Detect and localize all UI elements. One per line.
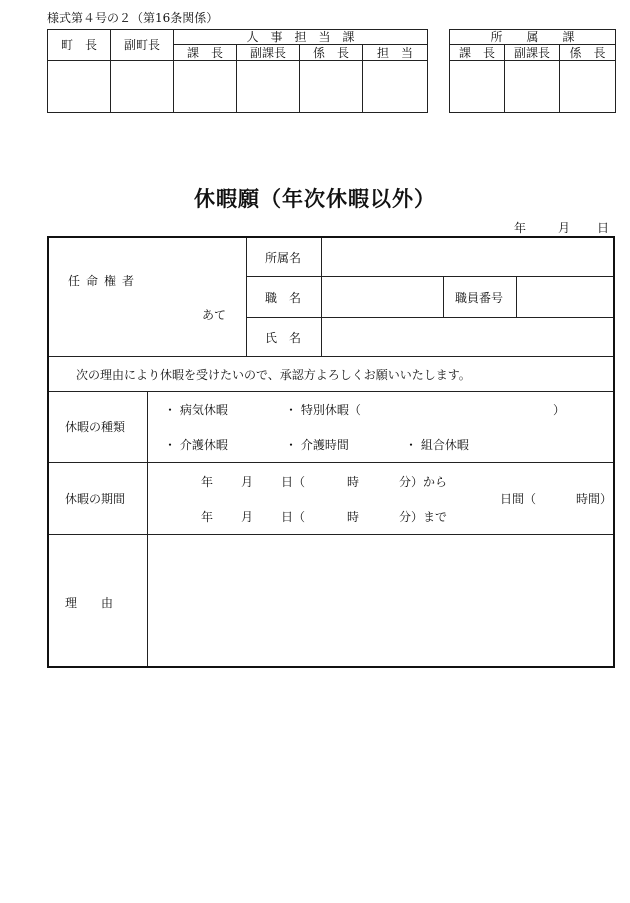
stamp-box[interactable] (560, 61, 616, 113)
appointing-authority-label: 任命権者 (68, 274, 141, 288)
care-time-option[interactable]: ・ 介護時間 (285, 438, 349, 452)
leave-period-label: 休暇の期間 (65, 492, 126, 506)
stamp-col-label: 係 長 (300, 45, 363, 61)
care-leave-option[interactable]: ・ 介護休暇 (164, 438, 228, 452)
stamp-box[interactable] (111, 61, 174, 113)
days-label: 日間（ (500, 492, 537, 506)
reason-field[interactable] (149, 536, 611, 664)
date-year-label: 年 (514, 221, 527, 235)
stamp-col-label: 副課長 (505, 45, 560, 61)
page-title: 休暇願（年次休暇以外） (194, 186, 436, 211)
stamp-box[interactable] (363, 61, 428, 113)
approval-stamp-table-left (47, 29, 428, 113)
affiliation-label: 所属名 (265, 251, 302, 265)
stamp-box[interactable] (300, 61, 363, 113)
stamp-col-label: 課 長 (174, 45, 237, 61)
request-statement: 次の理由により休暇を受けたいので、承認方よろしくお願いいたします。 (76, 368, 471, 382)
reason-label: 理 由 (65, 596, 114, 610)
name-label: 氏 名 (265, 331, 302, 345)
form-number: 様式第４号の２（第16条関係） (47, 11, 219, 25)
stamp-box[interactable] (48, 61, 111, 113)
stamp-col-label: 担 当 (363, 45, 428, 61)
stamp-col-label: 係 長 (560, 45, 616, 61)
special-leave-close-paren: ） (553, 403, 566, 417)
department-label: 所 属 課 (450, 30, 616, 45)
to-minute-label: 分）まで (399, 510, 448, 524)
to-year-label: 年 (201, 510, 214, 524)
from-minute-label: 分）から (399, 475, 448, 489)
position-field[interactable] (323, 278, 441, 316)
date-month-label: 月 (558, 221, 571, 235)
deputy-mayor-label: 副町長 (111, 30, 174, 61)
affiliation-field[interactable] (323, 239, 611, 275)
addressee-suffix: あて (202, 308, 227, 322)
employee-number-label: 職員番号 (455, 291, 504, 305)
to-day-label: 日（ (281, 510, 306, 524)
stamp-col-label: 課 長 (450, 45, 505, 61)
sick-leave-option[interactable]: ・ 病気休暇 (164, 403, 228, 417)
leave-type-label: 休暇の種類 (65, 420, 126, 434)
stamp-box[interactable] (505, 61, 560, 113)
employee-number-field[interactable] (518, 278, 611, 316)
stamp-col-label: 副課長 (237, 45, 300, 61)
stamp-box[interactable] (174, 61, 237, 113)
approval-stamp-table-right (449, 29, 616, 113)
date-day-label: 日 (597, 221, 610, 235)
leave-request-form (47, 236, 615, 668)
from-day-label: 日（ (281, 475, 306, 489)
from-year-label: 年 (201, 475, 214, 489)
mayor-label: 町 長 (48, 30, 111, 61)
to-month-label: 月 (241, 510, 254, 524)
to-hour-label: 時 (347, 510, 360, 524)
personnel-section-label: 人 事 担 当 課 (174, 30, 428, 45)
from-hour-label: 時 (347, 475, 360, 489)
union-leave-option[interactable]: ・ 組合休暇 (405, 438, 469, 452)
from-month-label: 月 (241, 475, 254, 489)
hours-label: 時間） (576, 492, 613, 506)
special-leave-option[interactable]: ・ 特別休暇（ (285, 403, 361, 417)
name-field[interactable] (323, 319, 611, 355)
position-label: 職 名 (265, 291, 302, 305)
stamp-box[interactable] (237, 61, 300, 113)
stamp-box[interactable] (450, 61, 505, 113)
